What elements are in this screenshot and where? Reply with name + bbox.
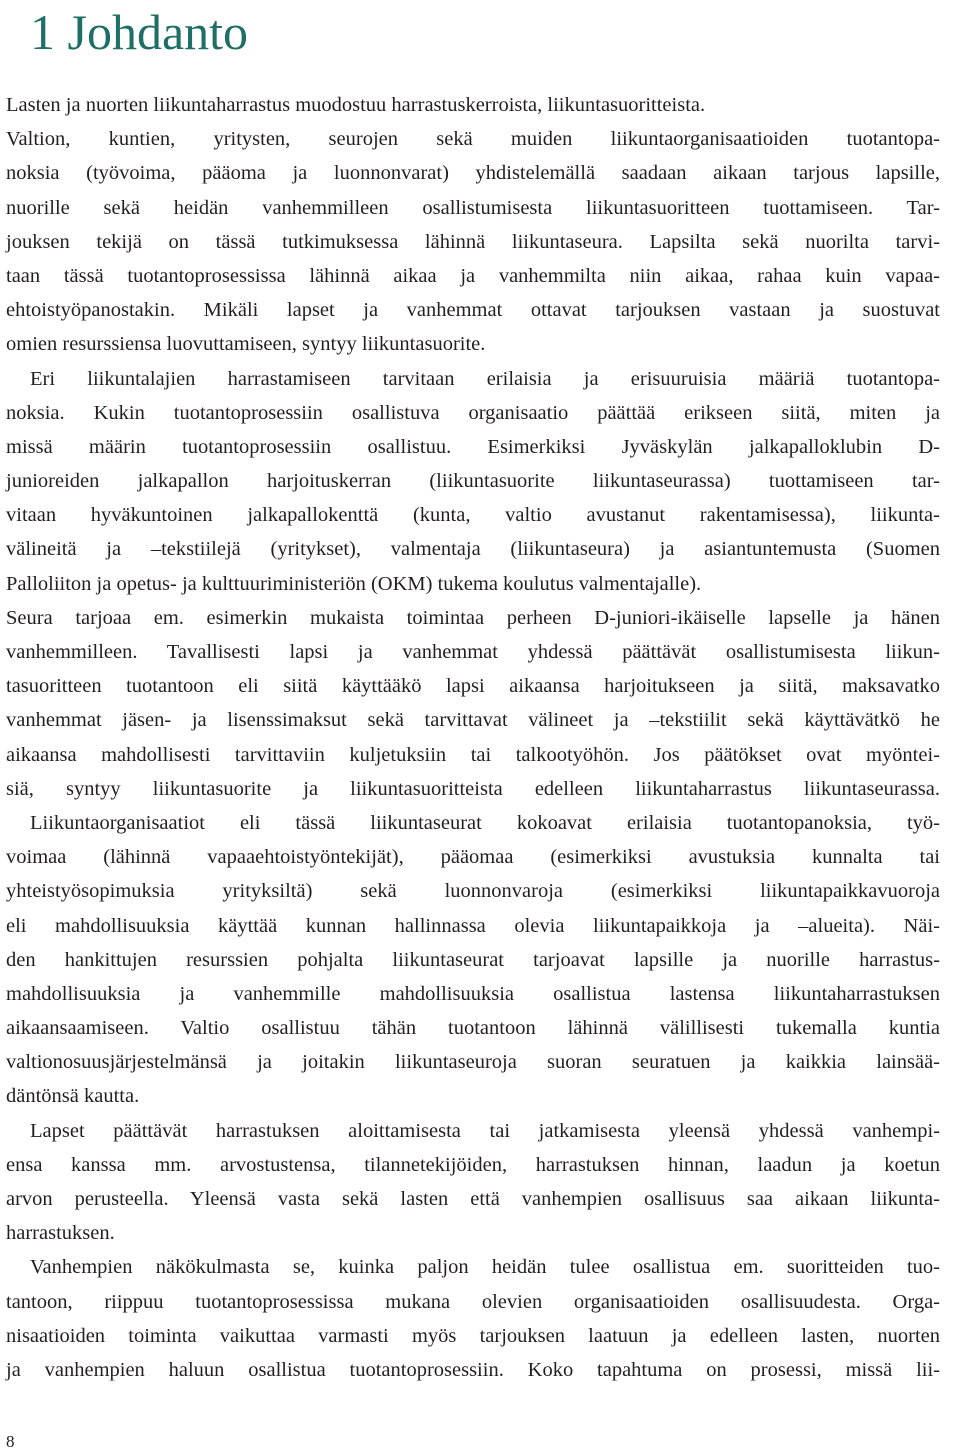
- text-line: nisaatioiden toiminta vaikuttaa varmasti myös tarjouksen laatuun ja edelleen lasten, nuorten: [6, 1324, 940, 1347]
- text-line: omien resurssiensa luovuttamiseen, syntyy liikuntasuorite.: [6, 333, 486, 356]
- text-line: Liikuntaorganisaatiot eli tässä liikuntaseurat kokoavat erilaisia tuotantopanoksia, työ-: [30, 811, 940, 834]
- text-line: Lasten ja nuorten liikuntaharrastus muodostuu harrastuskerroista, liikuntasuoritteista.: [6, 94, 706, 116]
- text-line: tantoon, riippuu tuotantoprosessissa mukana olevien organisaatioiden osallisuudesta. Orga-: [6, 1290, 940, 1313]
- text-line: harrastuksen.: [6, 1222, 115, 1245]
- text-line: ensa kanssa mm. arvostustensa, tilannetekijöiden, harrastuksen hinnan, laadun ja koetun: [6, 1153, 940, 1176]
- body-text: [6, 88, 940, 1387]
- text-line: tasuoritteen tuotantoon eli siitä käyttääkö lapsi aikaansa harjoitukseen ja siitä, maksavatko: [6, 675, 940, 698]
- text-line: ja vanhempien haluun osallistua tuotantoprosessiin. Koko tapahtuma on prosessi, missä lii-: [6, 1358, 940, 1381]
- text-line: vanhemmat jäsen- ja lisenssimaksut sekä tarvittavat välineet ja –tekstiilit sekä käyttävätkö he: [6, 709, 940, 732]
- text-line: nuorille sekä heidän vanhemmilleen osallistumisesta liikuntasuoritteen tuottamiseen. Tar-: [6, 196, 940, 219]
- text-line: mahdollisuuksia ja vanhemmille mahdollisuuksia osallistua lastensa liikuntaharrastuksen: [6, 982, 940, 1005]
- page-number: 8: [6, 1432, 15, 1451]
- text-line: noksia (työvoima, pääoma ja luonnonvarat) yhdistelemällä saadaan aikaan tarjous lapsille,: [6, 162, 940, 185]
- text-line: jouksen tekijä on tässä tutkimuksessa lähinnä liikuntaseura. Lapsilta sekä nuorilta tarvi-: [6, 230, 940, 253]
- text-line: taan tässä tuotantoprosessissa lähinnä aikaa ja vanhemmilta niin aikaa, rahaa kuin vapaa-: [6, 264, 940, 287]
- text-line: den hankittujen resurssien pohjalta liikuntaseurat tarjoavat lapsille ja nuorille harrastus-: [6, 948, 940, 971]
- text-line: arvon perusteella. Yleensä vasta sekä lasten että vanhempien osallisuus saa aikaan liikunta-: [6, 1188, 940, 1210]
- text-line: vitaan hyväkuntoinen jalkapallokenttä (kunta, valtio avustanut rakentamisessa), liikunta-: [6, 504, 940, 527]
- text-line: Lapset päättävät harrastuksen aloittamisesta tai jatkamisesta yleensä yhdessä vanhempi-: [30, 1119, 940, 1142]
- text-line: noksia. Kukin tuotantoprosessiin osallistuva organisaatio päättää erikseen siitä, miten ja: [6, 401, 940, 424]
- text-line: Vanhempien näkökulmasta se, kuinka paljon heidän tulee osallistua em. suoritteiden tuo-: [30, 1256, 940, 1279]
- text-line: välineitä ja –tekstiilejä (yritykset), valmentaja (liikuntaseura) ja asiantuntemusta (Suomen: [6, 538, 940, 561]
- text-line: siä, syntyy liikuntasuorite ja liikuntasuoritteista edelleen liikuntaharrastus liikuntaseurassa.: [6, 777, 940, 800]
- text-line: Palloliiton ja opetus- ja kulttuuriministeriön (OKM) tukema koulutus valmentajalle).: [6, 572, 702, 595]
- chapter-heading: 1 Johdanto: [30, 4, 249, 60]
- text-line: valtionosuusjärjestelmänsä ja joitakin liikuntaseuroja suoran seuratuen ja kaikkia lainsää-: [6, 1051, 940, 1074]
- text-line: Seura tarjoaa em. esimerkin mukaista toimintaa perheen D-juniori-ikäiselle lapselle ja hänen: [6, 606, 940, 629]
- text-line: aikaansa mahdollisesti tarvittaviin kuljetuksiin tai talkootyöhön. Jos päätökset ovat myöntei-: [6, 743, 940, 766]
- text-line: aikaansaamiseen. Valtio osallistuu tähän tuotantoon lähinnä välillisesti tukemalla kuntia: [6, 1017, 940, 1040]
- text-line: vanhemmilleen. Tavallisesti lapsi ja vanhemmat yhdessä päättävät osallistumisesta liikun-: [6, 641, 940, 663]
- text-line: junioreiden jalkapallon harjoituskerran (liikuntasuorite liikuntaseurassa) tuottamiseen tar-: [6, 470, 940, 493]
- text-line: yhteistyösopimuksia yrityksiltä) sekä luonnonvaroja (esimerkiksi liikuntapaikkavuoroja: [6, 880, 940, 903]
- text-line: Eri liikuntalajien harrastamiseen tarvitaan erilaisia ja erisuuruisia määriä tuotantopa-: [30, 367, 940, 390]
- text-line: ehtoistyöpanostakin. Mikäli lapset ja vanhemmat ottavat tarjouksen vastaan ja suostuvat: [6, 299, 940, 322]
- text-line: missä määrin tuotantoprosessiin osallistuu. Esimerkiksi Jyväskylän jalkapalloklubin D-: [6, 435, 940, 458]
- text-line: däntönsä kautta.: [6, 1085, 140, 1108]
- text-line: eli mahdollisuuksia käyttää kunnan hallinnassa olevia liikuntapaikkoja ja –alueita). Näi-: [6, 914, 940, 937]
- text-line: Valtion, kuntien, yritysten, seurojen sekä muiden liikuntaorganisaatioiden tuotantopa-: [6, 128, 940, 151]
- text-line: voimaa (lähinnä vapaaehtoistyöntekijät), pääomaa (esimerkiksi avustuksia kunnalta tai: [6, 846, 940, 869]
